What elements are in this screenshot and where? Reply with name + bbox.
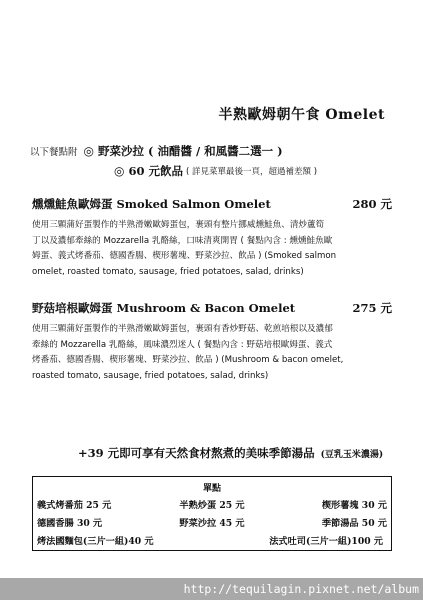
bullet-icon: ◎: [114, 164, 125, 178]
watermark-footer: http://tequilagin.pixnet.net/album: [0, 578, 423, 600]
menu-item-name: 野菇培根歐姆蛋 Mushroom & Bacon Omelet: [32, 301, 296, 315]
menu-item-salmon: [32, 196, 392, 280]
side-item: 季節湯品 50 元: [321, 518, 387, 529]
side-dishes-last-row: [33, 533, 391, 547]
page-title: 半熟歐姆朝午食 Omelet: [218, 107, 385, 123]
menu-item-name: 燻燻鮭魚歐姆蛋 Smoked Salmon Omelet: [32, 197, 271, 211]
intro-drink: 60 元飲品: [128, 164, 183, 178]
soup-addon: [78, 445, 383, 461]
side-item: 法式吐司(三片一組)100 元: [269, 536, 383, 547]
intro-row-drink: [30, 161, 317, 181]
menu-item-mushroom: [32, 300, 392, 384]
desc-line: 烤番茄、德國香腸、楔形薯塊、野菜沙拉、飲品 ) (Mushroom & bacon omelet,: [32, 355, 344, 366]
addon-soup: 季節湯品: [268, 446, 315, 460]
addon-text: +39 元即可享有天然食材熬煮的美味: [78, 446, 269, 460]
intro-salad-note: ( 油醋醬 / 和風醬二選一 ): [148, 144, 283, 158]
desc-line: 牽絲的 Mozzarella 乳酪絲，風味濃烈迷人 ( 餐點內含 : 野菇培根歐姆蛋、義式: [32, 339, 333, 350]
desc-line: 姆蛋、義式烤番茄、德國香腸、楔形薯塊、野菜沙拉、飲品 ) (Smoked salmon: [32, 251, 337, 262]
desc-line: 使用三顆蒲好蛋製作的半熟滑嫩歐姆蛋包，裹頭有整片挪威燻鮭魚、清炒蘆筍: [32, 220, 325, 230]
menu-item-head: [32, 196, 392, 212]
desc-line: omelet, roasted tomato, sausage, fried potatoes, salad, drinks): [32, 266, 304, 277]
menu-item-head: [32, 300, 392, 316]
side-dishes-title: 單點: [202, 484, 221, 494]
addon-note: (豆乳玉米濃湯): [320, 450, 384, 460]
intro-block: [30, 141, 317, 181]
intro-drink-note: ( 詳見菜單最後一頁，超過補差額 ): [186, 167, 318, 177]
desc-line: roasted tomato, sausage, fried potatoes, salad, drinks): [32, 370, 269, 381]
side-dishes-grid: [33, 497, 391, 529]
intro-salad: 野菜沙拉: [98, 144, 144, 158]
desc-line: 使用三顆蒲好蛋製作的半熟滑嫩歐姆蛋包，裹頭有香炒野菇、乾煎培根以及濃郁: [32, 324, 333, 334]
side-item: 楔形薯塊 30 元: [321, 500, 387, 511]
bullet-icon: ◎: [83, 144, 94, 158]
side-item: 德國香腸 30 元: [37, 518, 103, 529]
intro-prefix: 以下餐點附: [30, 147, 78, 158]
side-item: 半熟炒蛋 25 元: [179, 500, 245, 511]
menu-item-price: 280 元: [352, 197, 392, 211]
side-item: 烤法國麵包(三片一組)40 元: [37, 536, 154, 547]
menu-item-price: 275 元: [352, 301, 392, 315]
side-dishes-box: [32, 476, 392, 551]
side-item: 野菜沙拉 45 元: [179, 518, 245, 529]
menu-item-description: [32, 322, 392, 384]
menu-item-description: [32, 218, 392, 280]
desc-line: 丁以及濃郁牽絲的 Mozzarella 乳酪絲，口味清爽開胃 ( 餐點內含 : 燻燻鮭魚歐: [32, 235, 333, 246]
side-item: 義式烤番茄 25 元: [37, 500, 112, 511]
intro-row-salad: [30, 141, 317, 161]
